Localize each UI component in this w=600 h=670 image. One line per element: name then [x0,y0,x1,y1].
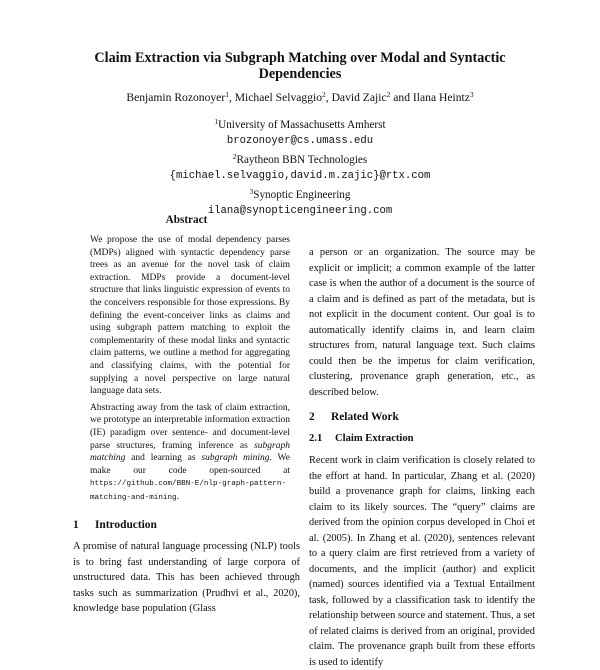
author-name: Ilana Heintz [412,91,470,104]
affiliation-marker: 1 [214,117,219,126]
abstract-paragraph: We propose the use of modal dependency parses (MDPs) aligned with syntactic dependency parse trees as an avenue for the novel task of claim extraction. MDPs provide a document-level structure that links linguistic expression of events to the conceivers responsible for those expressions. By defining the event-conceiver links as claims and using subgraph pattern matching to exploit the complementarity of these modal links and syntactic claim patterns, we outline a method for aggregating and classifying claims, with the potential for supplying a novel perspective on large natural language data sets. [90,235,290,397]
author-email[interactable]: ilana@synopticengineering.com [207,204,393,217]
author-email[interactable]: brozonoyer@cs.umass.edu [226,134,374,147]
section-number: 1 [73,519,79,532]
institution-name: University of Massachusetts Amherst [218,119,386,131]
section-title: Introduction [95,519,157,532]
abstract-paragraph: Abstracting away from the task of claim extraction, we prototype an interpretable information extraction (IE) paradigm over sentence- and document-level parse structures, framing inference as subgraph matching and learning as subgraph mining. We make our code open-sourced at https://github.com/BBN-E/nlp-graph-pattern-matching-and-mining. [90,402,290,502]
author-affiliation-marker: 2 [386,90,391,99]
affiliation-block [60,114,540,220]
affiliation-line [60,114,540,134]
institution-name: Synoptic Engineering [253,189,351,202]
author-list [40,88,560,105]
left-column [73,212,300,617]
section-heading-introduction [73,517,300,533]
author-affiliation-marker: 1 [225,90,229,99]
paper-title: Claim Extraction via Subgraph Matching over Modal and Syntactic Dependencies [94,50,506,82]
subsection-heading-claim-extraction [309,431,535,447]
affiliation-line [60,184,540,204]
section-heading-related-work [309,409,535,425]
section-number: 2 [309,411,315,423]
author-affiliation-marker: 3 [469,90,474,99]
affiliation-marker: 2 [232,152,237,162]
author-affiliation-marker: 2 [322,90,326,99]
author-email[interactable]: {michael.selvaggio,david.m.zajic}@rtx.com [169,169,431,182]
author-name: Michael Selvaggio [234,91,323,104]
section-title: Related Work [331,411,399,423]
body-paragraph: a person or an organization. The source may be explicit or implicit; a common example of the latter case is when the author of a document is the source of a claim and is defined as part of the metadata, but is not explicit in the document content. Our goal is to automatically identify claims in, and learn claim structures from, natural language text. Such claims could then be the impetus for claim verification, clustering, provenance graph generation, etc., as described below. [309,247,535,398]
body-paragraph: A promise of natural language processing (NLP) tools is to bring fast understanding of large corpora of unstructured data. This has been achieved through tasks such as summarization (Prudhvi et al., 2020), knowledge base population (Glass [73,541,300,615]
author-separator: , [228,91,235,104]
author-separator: and [390,91,413,104]
subsection-number: 2.1 [309,433,323,444]
affiliation-marker: 3 [249,187,254,197]
institution-name: Raytheon BBN Technologies [236,154,368,167]
author-separator: , [325,91,332,104]
abstract-heading: Abstract [165,214,208,226]
right-column [309,245,535,670]
emphasis: subgraph matching [90,440,290,464]
code-repository-link[interactable]: https://github.com/BBN-E/nlp-graph-pattern-matching-and-mining [90,480,286,502]
abstract-body [90,234,290,504]
body-paragraph: Recent work in claim verification is closely related to the effort at hand. In particular, Zhang et al. (2020) build a provenance graph for claims, linking each claim to its likely sources. The “query” claims are derived from the opinion corpus developed in Choi et al. (2005). In Zhang et al. (2020), sentences relevant to a query claim are first retrieved from a variety of documents, and the implicit (author) and explicit (named) sources identified via a Textual Entailment task, followed by a classification task to identify the relationship between source and statement. Thus, a set of related claims is derived from an original, provided claim. The provenance graph built from these efforts is used to identify [309,455,535,668]
author-name: David Zajic [331,91,387,104]
emphasis: subgraph mining [201,453,270,464]
affiliation-line [60,149,540,169]
author-name: Benjamin Rozonoyer [126,91,226,104]
subsection-title: Claim Extraction [335,433,414,444]
